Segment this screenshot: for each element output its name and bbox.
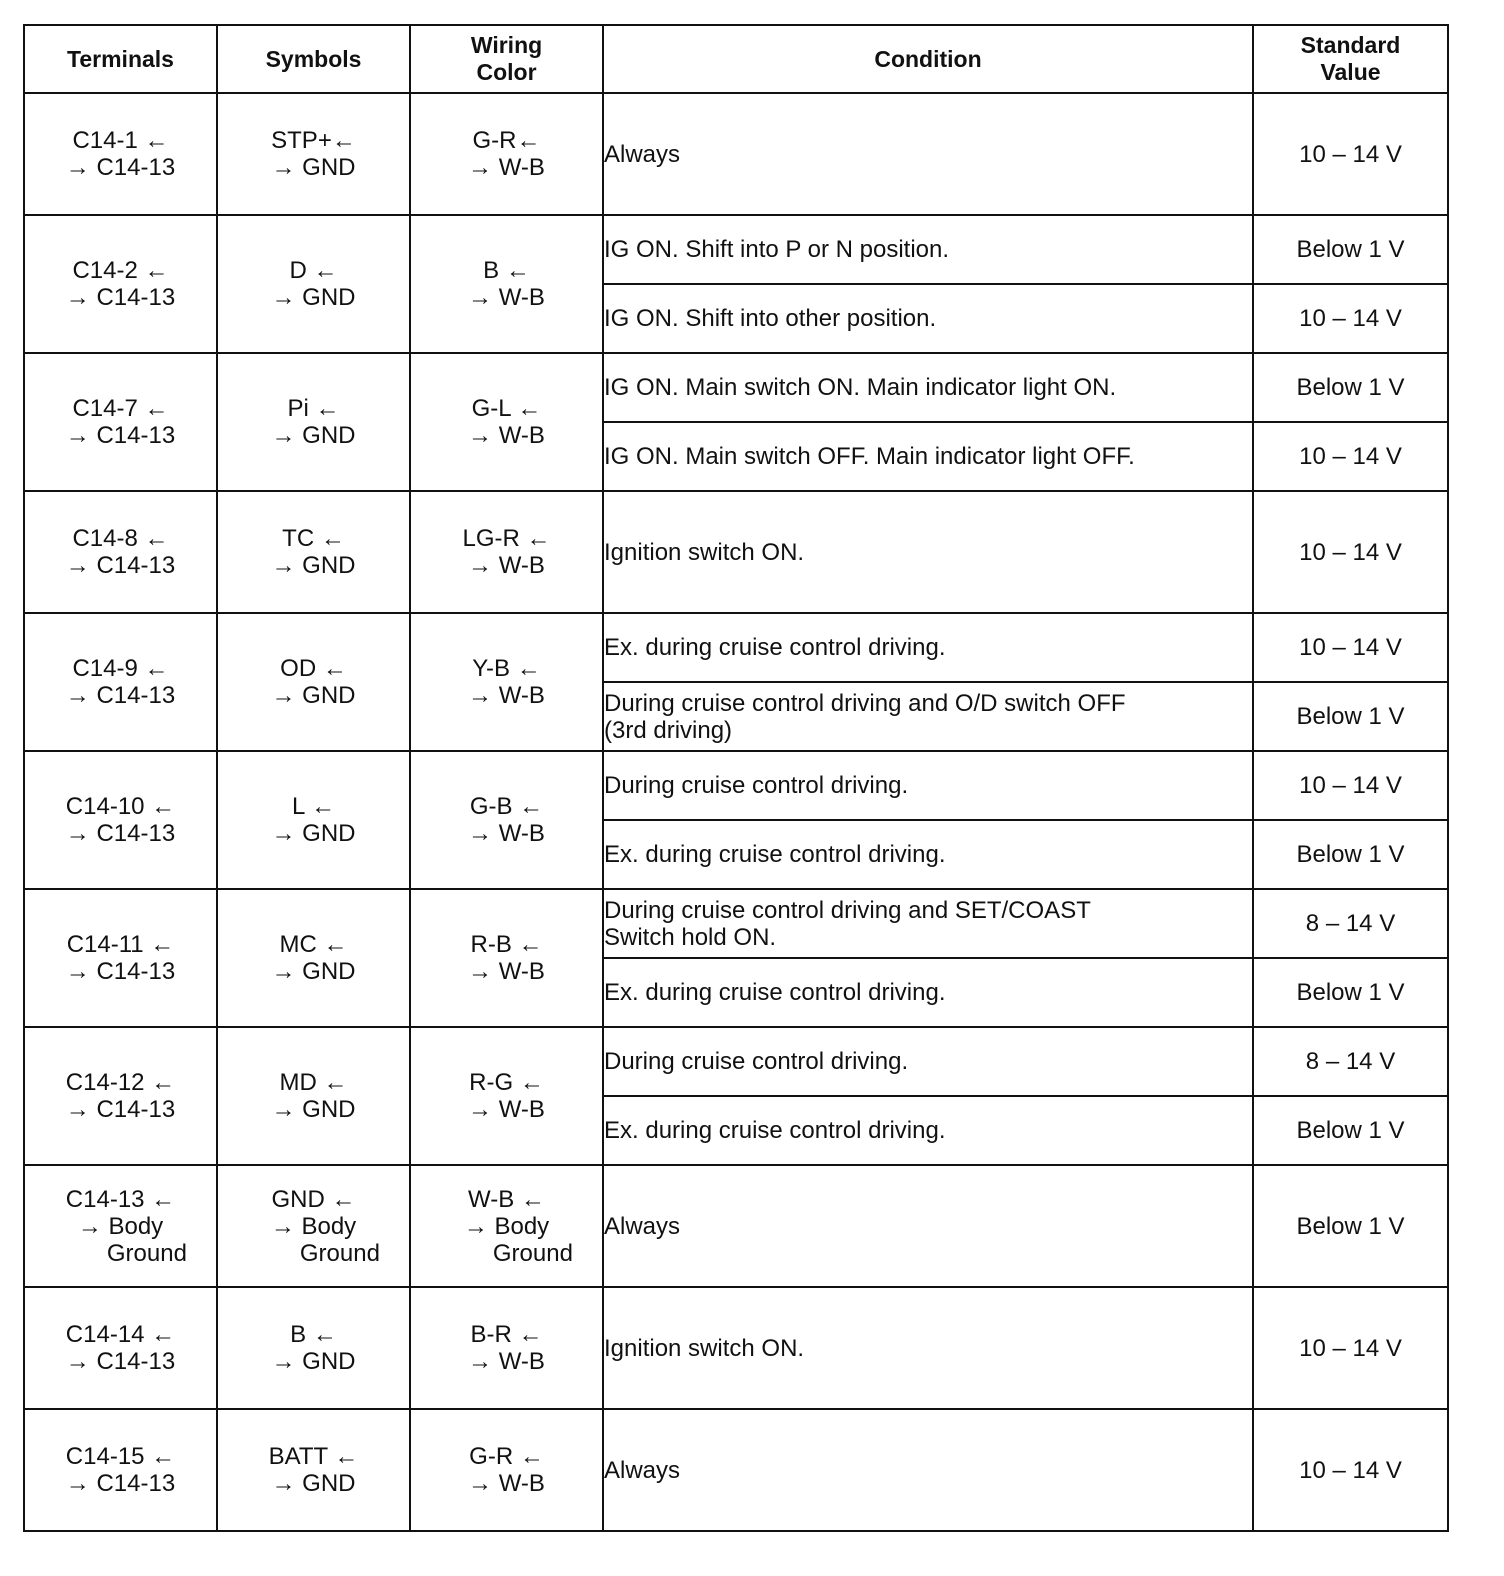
terminals-cell — [24, 613, 217, 751]
terminals-cell — [24, 215, 217, 353]
condition-text: Ignition switch ON. — [604, 1334, 805, 1362]
standard-value-text: 10 – 14 V — [1299, 443, 1402, 470]
table-row — [24, 353, 1448, 422]
cell-line: → W-B — [468, 552, 545, 579]
cell-line: During cruise control driving and O/D switch OFF — [604, 689, 1126, 717]
standard-value-cell — [1253, 1027, 1448, 1096]
cell-line: GND ← — [271, 1185, 356, 1213]
standard-value-text: Below 1 V — [1296, 1212, 1405, 1240]
condition-text: Always — [604, 1456, 681, 1484]
condition-cell — [603, 751, 1253, 820]
condition-cell — [603, 682, 1253, 751]
header-symbols: Symbols — [217, 25, 410, 93]
wiring-color-cell — [410, 613, 603, 751]
standard-value-cell — [1253, 682, 1448, 751]
condition-cell — [603, 889, 1253, 958]
cell-line: → C14-13 — [65, 958, 176, 985]
cell-line: → Body — [270, 1212, 357, 1240]
condition-cell — [603, 284, 1253, 353]
terminals-cell — [24, 353, 217, 491]
condition-text: IG ON. Shift into other position. — [604, 305, 937, 332]
cell-line: → Body — [463, 1212, 550, 1240]
cell-line: C14-11 ← — [66, 931, 175, 958]
standard-value-text: Below 1 V — [1296, 1117, 1405, 1144]
standard-value-text: 10 – 14 V — [1299, 140, 1402, 168]
cell-line: → C14-13 — [65, 284, 176, 311]
cell-line: → C14-13 — [65, 422, 176, 449]
cell-line: → GND — [271, 820, 356, 847]
terminals-cell — [24, 1287, 217, 1409]
cell-line: → GND — [271, 154, 356, 181]
standard-value-text: 10 – 14 V — [1299, 1456, 1402, 1484]
cell-line: BATT ← — [268, 1443, 359, 1470]
cell-line: → W-B — [468, 682, 545, 709]
standard-value-cell — [1253, 93, 1448, 215]
cell-line: R-B ← — [470, 931, 543, 958]
header-standard-value: Standard Value — [1253, 25, 1448, 93]
condition-cell — [603, 422, 1253, 491]
standard-value-cell — [1253, 353, 1448, 422]
cell-line: Pi ← — [287, 395, 340, 422]
standard-value-cell — [1253, 1096, 1448, 1165]
condition-cell — [603, 353, 1253, 422]
cell-line: Ground — [299, 1239, 380, 1267]
cell-line: → W-B — [468, 154, 545, 181]
cell-line: C14-2 ← — [72, 257, 169, 284]
cell-line: C14-12 ← — [65, 1069, 176, 1096]
cell-line: L ← — [291, 793, 336, 820]
condition-cell — [603, 820, 1253, 889]
symbols-cell — [217, 613, 410, 751]
cell-line: → GND — [271, 422, 356, 449]
cell-line: TC ← — [282, 525, 345, 552]
wiring-color-cell — [410, 1027, 603, 1165]
standard-value-cell — [1253, 613, 1448, 682]
standard-value-cell — [1253, 889, 1448, 958]
cell-line: LG-R ← — [462, 525, 551, 552]
standard-value-text: 10 – 14 V — [1299, 772, 1402, 799]
wiring-color-cell — [410, 1165, 603, 1287]
cell-line: → W-B — [468, 284, 545, 311]
cell-line: → W-B — [468, 1096, 545, 1123]
terminals-cell — [24, 889, 217, 1027]
condition-text: IG ON. Main switch OFF. Main indicator light OFF. — [604, 443, 1135, 470]
standard-value-text: Below 1 V — [1296, 374, 1405, 401]
symbols-cell — [217, 1287, 410, 1409]
terminals-cell — [24, 491, 217, 613]
symbols-cell — [217, 1027, 410, 1165]
symbols-cell — [217, 1409, 410, 1531]
cell-line: During cruise control driving and SET/COAST — [604, 896, 1091, 924]
table-body — [24, 93, 1448, 1531]
symbols-cell — [217, 889, 410, 1027]
cell-line: → C14-13 — [65, 1348, 176, 1375]
table-row — [24, 1165, 1448, 1287]
condition-text: During cruise control driving. — [604, 1048, 909, 1075]
cell-line: G-L ← — [471, 395, 542, 422]
standard-value-cell — [1253, 1409, 1448, 1531]
symbols-cell — [217, 93, 410, 215]
terminals-cell — [24, 1165, 217, 1287]
standard-value-text: 8 – 14 V — [1305, 1048, 1396, 1075]
cell-line: R-G ← — [469, 1069, 544, 1096]
condition-text: IG ON. Shift into P or N position. — [604, 236, 950, 263]
cell-line: → GND — [271, 1096, 356, 1123]
table-row — [24, 1027, 1448, 1096]
condition-cell — [603, 1165, 1253, 1287]
table-row — [24, 1287, 1448, 1409]
cell-line: → W-B — [468, 1470, 545, 1497]
wiring-color-cell — [410, 93, 603, 215]
condition-cell — [603, 93, 1253, 215]
condition-cell — [603, 1287, 1253, 1409]
wiring-color-cell — [410, 1409, 603, 1531]
cell-line: C14-8 ← — [72, 525, 169, 552]
condition-text: Ex. during cruise control driving. — [604, 841, 946, 868]
cell-line: → GND — [271, 958, 356, 985]
cell-line: C14-14 ← — [65, 1321, 176, 1348]
terminals-cell — [24, 93, 217, 215]
condition-cell — [603, 1027, 1253, 1096]
standard-value-cell — [1253, 215, 1448, 284]
table-row — [24, 93, 1448, 215]
standard-value-text: Below 1 V — [1296, 979, 1405, 1006]
cell-line: Ground — [106, 1239, 187, 1267]
cell-line: B ← — [290, 1321, 337, 1348]
standard-value-text: Below 1 V — [1296, 703, 1405, 730]
cell-line: → W-B — [468, 1348, 545, 1375]
table-row — [24, 1409, 1448, 1531]
cell-line: → W-B — [468, 422, 545, 449]
standard-value-cell — [1253, 820, 1448, 889]
cell-line: C14-10 ← — [65, 793, 176, 820]
header-terminals: Terminals — [24, 25, 217, 93]
terminals-cell — [24, 1027, 217, 1165]
table-row — [24, 215, 1448, 284]
cell-line: D ← — [289, 257, 338, 284]
wiring-color-cell — [410, 491, 603, 613]
wiring-color-cell — [410, 1287, 603, 1409]
cell-line: → GND — [271, 682, 356, 709]
table-row — [24, 613, 1448, 682]
cell-line: → C14-13 — [65, 682, 176, 709]
cell-line: → Body — [77, 1212, 164, 1240]
symbols-cell — [217, 751, 410, 889]
standard-value-cell — [1253, 422, 1448, 491]
condition-text: Always — [604, 1212, 681, 1240]
terminals-cell — [24, 1409, 217, 1531]
condition-text: During cruise control driving. — [604, 772, 909, 799]
standard-value-text: 10 – 14 V — [1299, 305, 1402, 332]
cell-line: → GND — [271, 1470, 356, 1497]
cell-line: W-B ← — [468, 1185, 545, 1213]
cell-line: Switch hold ON. — [604, 923, 777, 951]
symbols-cell — [217, 215, 410, 353]
symbols-cell — [217, 491, 410, 613]
terminal-voltage-table — [23, 24, 1449, 1532]
table-row — [24, 889, 1448, 958]
cell-line: G-B ← — [469, 793, 544, 820]
condition-text: IG ON. Main switch ON. Main indicator light ON. — [604, 374, 1117, 401]
cell-line: → C14-13 — [65, 154, 176, 181]
cell-line: C14-1 ← — [72, 127, 169, 154]
condition-text: Ex. during cruise control driving. — [604, 1117, 946, 1144]
standard-value-cell — [1253, 958, 1448, 1027]
standard-value-text: 8 – 14 V — [1305, 910, 1396, 937]
cell-line: → C14-13 — [65, 820, 176, 847]
cell-line: G-R← — [472, 127, 541, 154]
cell-line: (3rd driving) — [604, 716, 733, 744]
table-row — [24, 491, 1448, 613]
standard-value-cell — [1253, 284, 1448, 353]
cell-line: → W-B — [468, 820, 545, 847]
cell-line: → C14-13 — [65, 552, 176, 579]
cell-line: G-R ← — [469, 1443, 544, 1470]
cell-line: Y-B ← — [472, 655, 541, 682]
cell-line: STP+← — [271, 127, 356, 154]
cell-line: MD ← — [279, 1069, 348, 1096]
condition-cell — [603, 613, 1253, 682]
symbols-cell — [217, 353, 410, 491]
cell-line: B ← — [483, 257, 530, 284]
cell-line: C14-9 ← — [72, 655, 169, 682]
cell-line: C14-7 ← — [72, 395, 169, 422]
cell-line: Ground — [492, 1239, 573, 1267]
wiring-color-cell — [410, 751, 603, 889]
cell-line: C14-15 ← — [65, 1443, 176, 1470]
table-header-row — [24, 25, 1448, 93]
table-row — [24, 751, 1448, 820]
condition-text: Ex. during cruise control driving. — [604, 979, 946, 1006]
cell-line: B-R ← — [470, 1321, 543, 1348]
cell-line: MC ← — [279, 931, 348, 958]
standard-value-cell — [1253, 1165, 1448, 1287]
standard-value-text: Below 1 V — [1296, 841, 1405, 868]
condition-cell — [603, 958, 1253, 1027]
wiring-color-cell — [410, 353, 603, 491]
condition-cell — [603, 215, 1253, 284]
standard-value-text: 10 – 14 V — [1299, 634, 1402, 661]
condition-text: Ignition switch ON. — [604, 538, 805, 566]
condition-cell — [603, 1096, 1253, 1165]
condition-cell — [603, 491, 1253, 613]
cell-line: → GND — [271, 552, 356, 579]
cell-line: → C14-13 — [65, 1096, 176, 1123]
standard-value-cell — [1253, 491, 1448, 613]
terminals-cell — [24, 751, 217, 889]
cell-line: → GND — [271, 1348, 356, 1375]
standard-value-text: 10 – 14 V — [1299, 538, 1402, 566]
condition-text: Ex. during cruise control driving. — [604, 634, 946, 661]
cell-line: OD ← — [280, 655, 347, 682]
standard-value-cell — [1253, 1287, 1448, 1409]
header-condition: Condition — [603, 25, 1253, 93]
cell-line: C14-13 ← — [65, 1185, 176, 1213]
wiring-color-cell — [410, 215, 603, 353]
wiring-color-cell — [410, 889, 603, 1027]
standard-value-cell — [1253, 751, 1448, 820]
cell-line: → C14-13 — [65, 1470, 176, 1497]
standard-value-text: 10 – 14 V — [1299, 1334, 1402, 1362]
symbols-cell — [217, 1165, 410, 1287]
condition-text: Always — [604, 140, 681, 168]
cell-line: → W-B — [468, 958, 545, 985]
standard-value-text: Below 1 V — [1296, 236, 1405, 263]
cell-line: → GND — [271, 284, 356, 311]
condition-cell — [603, 1409, 1253, 1531]
header-wiring-color: Wiring Color — [410, 25, 603, 93]
